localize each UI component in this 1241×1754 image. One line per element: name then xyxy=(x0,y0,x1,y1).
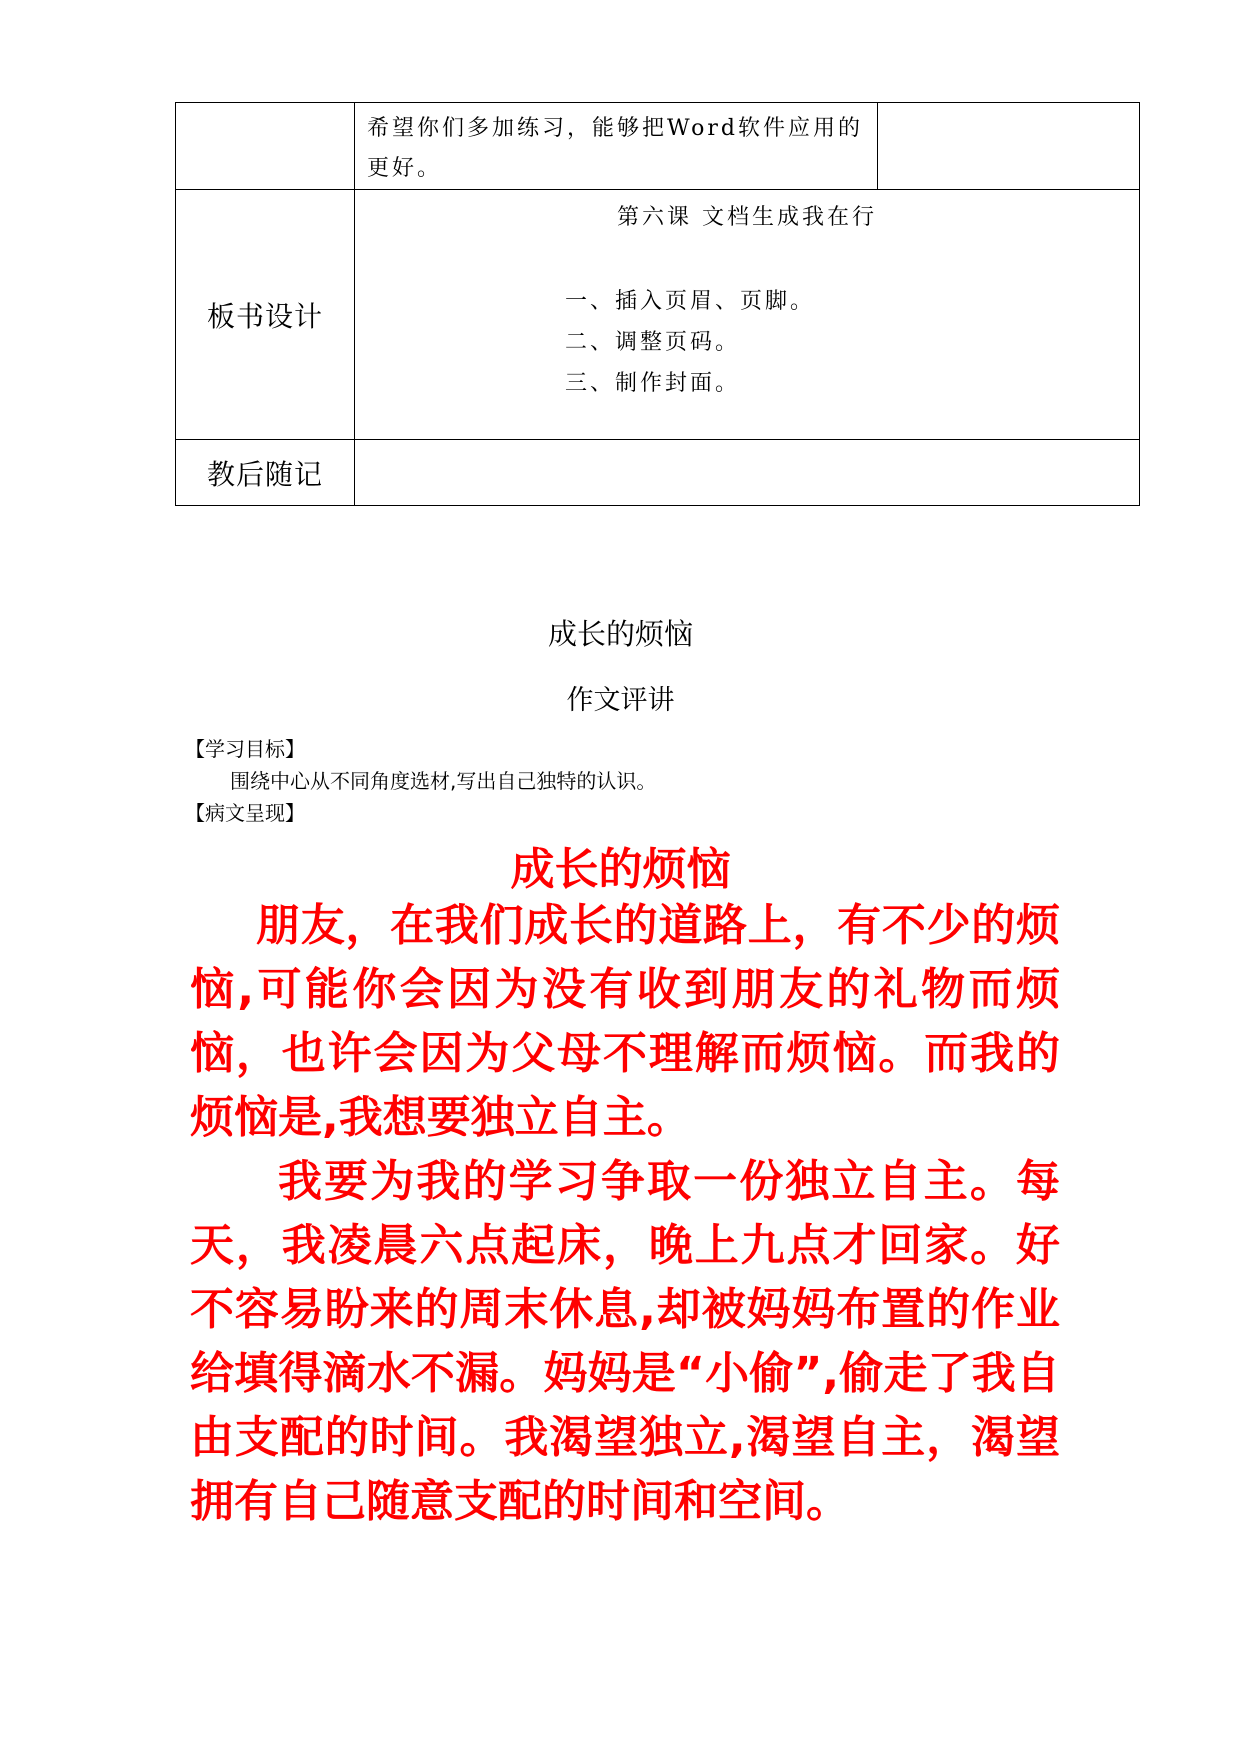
lesson-plan-table xyxy=(175,102,1140,506)
sample-essay-body xyxy=(190,894,1060,1534)
goal-label: 【学习目标】 xyxy=(185,737,305,761)
row1-content-cell xyxy=(355,103,878,190)
board-design-label: 板书设计 xyxy=(176,190,355,440)
list-item: 二、调整页码。 xyxy=(565,330,741,355)
sample-paragraph: 朋友，在我们成长的道路上，有不少的烦恼,可能你会因为没有收到朋友的礼物而烦恼，也许会因为父母不理解而烦恼。而我的烦恼是,我想要独立自主。 xyxy=(190,900,1060,1143)
table-row xyxy=(176,103,1140,190)
row1-extra-cell xyxy=(878,103,1140,190)
table-row xyxy=(176,190,1140,440)
post-class-notes-cell xyxy=(355,440,1140,506)
essay-subheading: 作文评讲 xyxy=(566,685,675,716)
sample-label: 【病文呈现】 xyxy=(185,801,305,825)
essay-heading: 成长的烦恼 xyxy=(547,617,693,651)
list-item: 三、制作封面。 xyxy=(565,371,741,396)
board-title: 第六课 文档生成我在行 xyxy=(617,205,877,230)
list-item: 一、插入页眉、页脚。 xyxy=(565,289,816,314)
board-list xyxy=(565,281,1139,404)
board-design-cell xyxy=(355,190,1140,440)
goal-text: 围绕中心从不同角度选材,写出自己独特的认识。 xyxy=(230,769,657,793)
row1-label-cell xyxy=(176,103,355,190)
row1-content: 希望你们多加练习，能够把Word软件应用的更好。 xyxy=(367,116,863,181)
post-class-notes-label: 教后随记 xyxy=(176,440,355,506)
sample-paragraph: 我要为我的学习争取一份独立自主。每天，我凌晨六点起床，晚上九点才回家。好不容易盼来的周末休息,却被妈妈布置的作业给填得滴水不漏。妈妈是“小偷”,偷走了我自由支配的时间。我渴望独立,渴望自主，渴望拥有自己随意支配的时间和空间。 xyxy=(190,1156,1060,1527)
sample-title: 成长的烦恼 xyxy=(510,844,731,895)
table-row xyxy=(176,440,1140,506)
